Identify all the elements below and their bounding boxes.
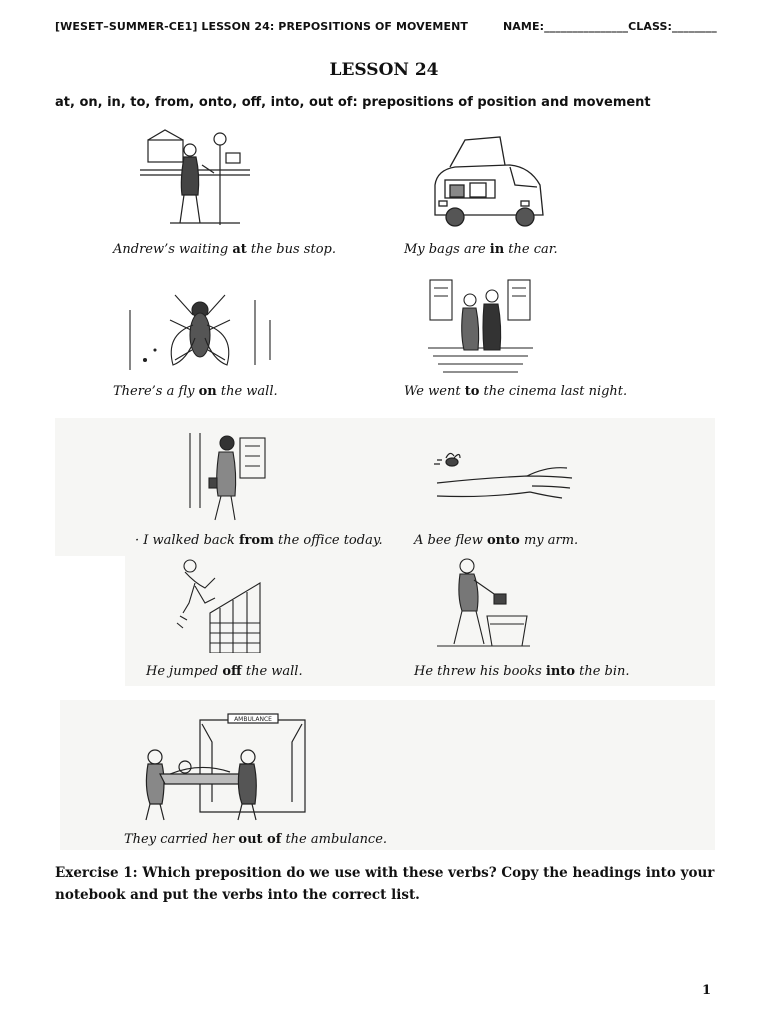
exercise-instructions: Exercise 1: Which preposition do we use with these verbs? Copy the headings into your notebook and put the verbs into the correct list. <box>55 865 715 903</box>
example-caption: He threw his books into the bin. <box>414 664 630 679</box>
car-illustration <box>425 135 550 230</box>
class-field-label: CLASS:________ <box>628 20 717 33</box>
example-caption: Andrew’s waiting at the bus stop. <box>113 242 336 257</box>
example-caption: My bags are in the car. <box>404 242 558 257</box>
jumping-man-illustration <box>175 558 265 653</box>
example-caption: There’s a fly on the wall. <box>113 384 278 399</box>
bin-illustration <box>432 556 532 652</box>
ambulance-illustration <box>130 712 315 824</box>
bee-arm-illustration <box>432 448 577 508</box>
cinema-illustration <box>428 278 533 376</box>
example-caption: They carried her out of the ambulance. <box>124 832 388 847</box>
walking-woman-illustration <box>185 428 270 523</box>
ambulance-sign: AMBULANCE <box>234 716 272 723</box>
example-caption: We went to the cinema last night. <box>404 384 628 399</box>
header-lesson-title: [WESET–SUMMER-CE1] LESSON 24: PREPOSITIONS OF MOVEMENT <box>55 20 468 33</box>
lesson-title: LESSON 24 <box>329 60 439 80</box>
fly-illustration <box>125 280 275 375</box>
page-number: 1 <box>702 983 712 998</box>
bus-stop-illustration <box>140 125 250 230</box>
lesson-subtitle: at, on, in, to, from, onto, off, into, out of: prepositions of position and movement <box>55 95 651 110</box>
header-name-class <box>503 20 717 33</box>
example-caption: He jumped off the wall. <box>146 664 303 679</box>
example-caption: A bee flew onto my arm. <box>414 533 579 548</box>
name-field-label: NAME:_______________ <box>503 20 629 33</box>
example-caption: · I walked back from the office today. <box>135 533 383 548</box>
